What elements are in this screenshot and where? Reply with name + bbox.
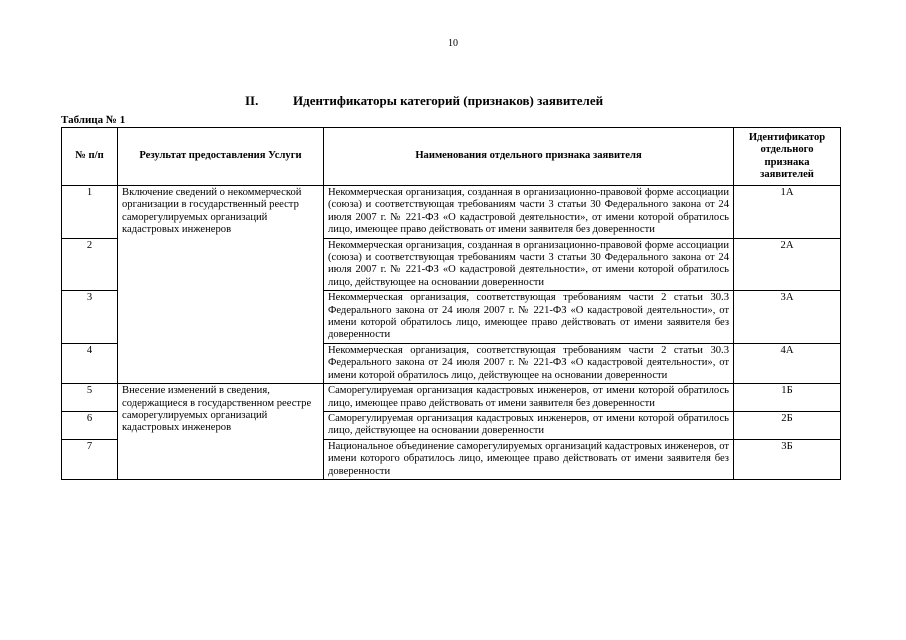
row-num: 1 (62, 186, 118, 239)
header-description: Наименования отдельного признака заявителя (324, 128, 734, 186)
row-identifier: 2А (734, 238, 841, 291)
row-num: 2 (62, 238, 118, 291)
row-num: 6 (62, 411, 118, 439)
table-row (62, 384, 841, 412)
header-result: Результат предоставления Услуги (118, 128, 324, 186)
row-identifier: 4А (734, 343, 841, 383)
row-identifier: 2Б (734, 411, 841, 439)
row-identifier: 3Б (734, 439, 841, 479)
table-caption: Таблица № 1 (61, 114, 126, 126)
row-num: 7 (62, 439, 118, 479)
result-cell: Внесение изменений в сведения, содержащиеся в государственном реестре саморегулируемых организаций кадастровых инженеров (118, 384, 324, 480)
row-description: Некоммерческая организация, созданная в организационно-правовой форме ассоциации (союза) и соответствующая требованиям части 3 статьи 30 Федерального закона от 24 июля 2007 г. № 221-ФЗ «О кадастровой деятельности», от имени которой обратилось лицо, действующее на основании доверенности (324, 238, 734, 291)
applicant-categories-table (61, 127, 841, 480)
result-cell: Включение сведений о некоммерческой организации в государственный реестр саморегулируемых организаций кадастровых инженеров (118, 186, 324, 384)
row-num: 5 (62, 384, 118, 412)
row-description: Саморегулируемая организация кадастровых инженеров, от имени которой обратилось лицо, действующее на основании доверенности (324, 411, 734, 439)
row-identifier: 1А (734, 186, 841, 239)
page-number: 10 (448, 38, 458, 49)
row-num: 4 (62, 343, 118, 383)
row-identifier: 1Б (734, 384, 841, 412)
row-description: Некоммерческая организация, созданная в организационно-правовой форме ассоциации (союза) и соответствующая требованиям части 3 статьи 30 Федерального закона от 24 июля 2007 г. № 221-ФЗ «О кадастровой деятельности», от имени которой обратилось лицо, имеющее право действовать от имени заявителя без доверенности (324, 186, 734, 239)
row-identifier: 3А (734, 291, 841, 344)
header-identifier: Идентификатор отдельного признака заявителей (734, 128, 841, 186)
header-num: № п/п (62, 128, 118, 186)
row-description: Некоммерческая организация, соответствующая требованиям части 2 статьи 30.3 Федерального закона от 24 июля 2007 г. № 221-ФЗ «О кадастровой деятельности», от имени которой обратилось лицо, имеющее право действовать от имени заявителя без доверенности (324, 291, 734, 344)
table-row (62, 186, 841, 239)
row-num: 3 (62, 291, 118, 344)
section-title: Идентификаторы категорий (признаков) заявителей (293, 93, 604, 108)
table-header-row (62, 128, 841, 186)
row-description: Некоммерческая организация, соответствующая требованиям части 2 статьи 30.3 Федерального закона от 24 июля 2007 г. № 221-ФЗ «О кадастровой деятельности», от имени которой обратилось лицо, действующее на основании доверенности (324, 343, 734, 383)
row-description: Саморегулируемая организация кадастровых инженеров, от имени которой обратилось лицо, имеющее право действовать от имени заявителя без доверенности (324, 384, 734, 412)
section-number: II. (245, 93, 259, 108)
row-description: Национальное объединение саморегулируемых организаций кадастровых инженеров, от имени которого обратилось лицо, имеющее право действовать от имени заявителя без доверенности (324, 439, 734, 479)
